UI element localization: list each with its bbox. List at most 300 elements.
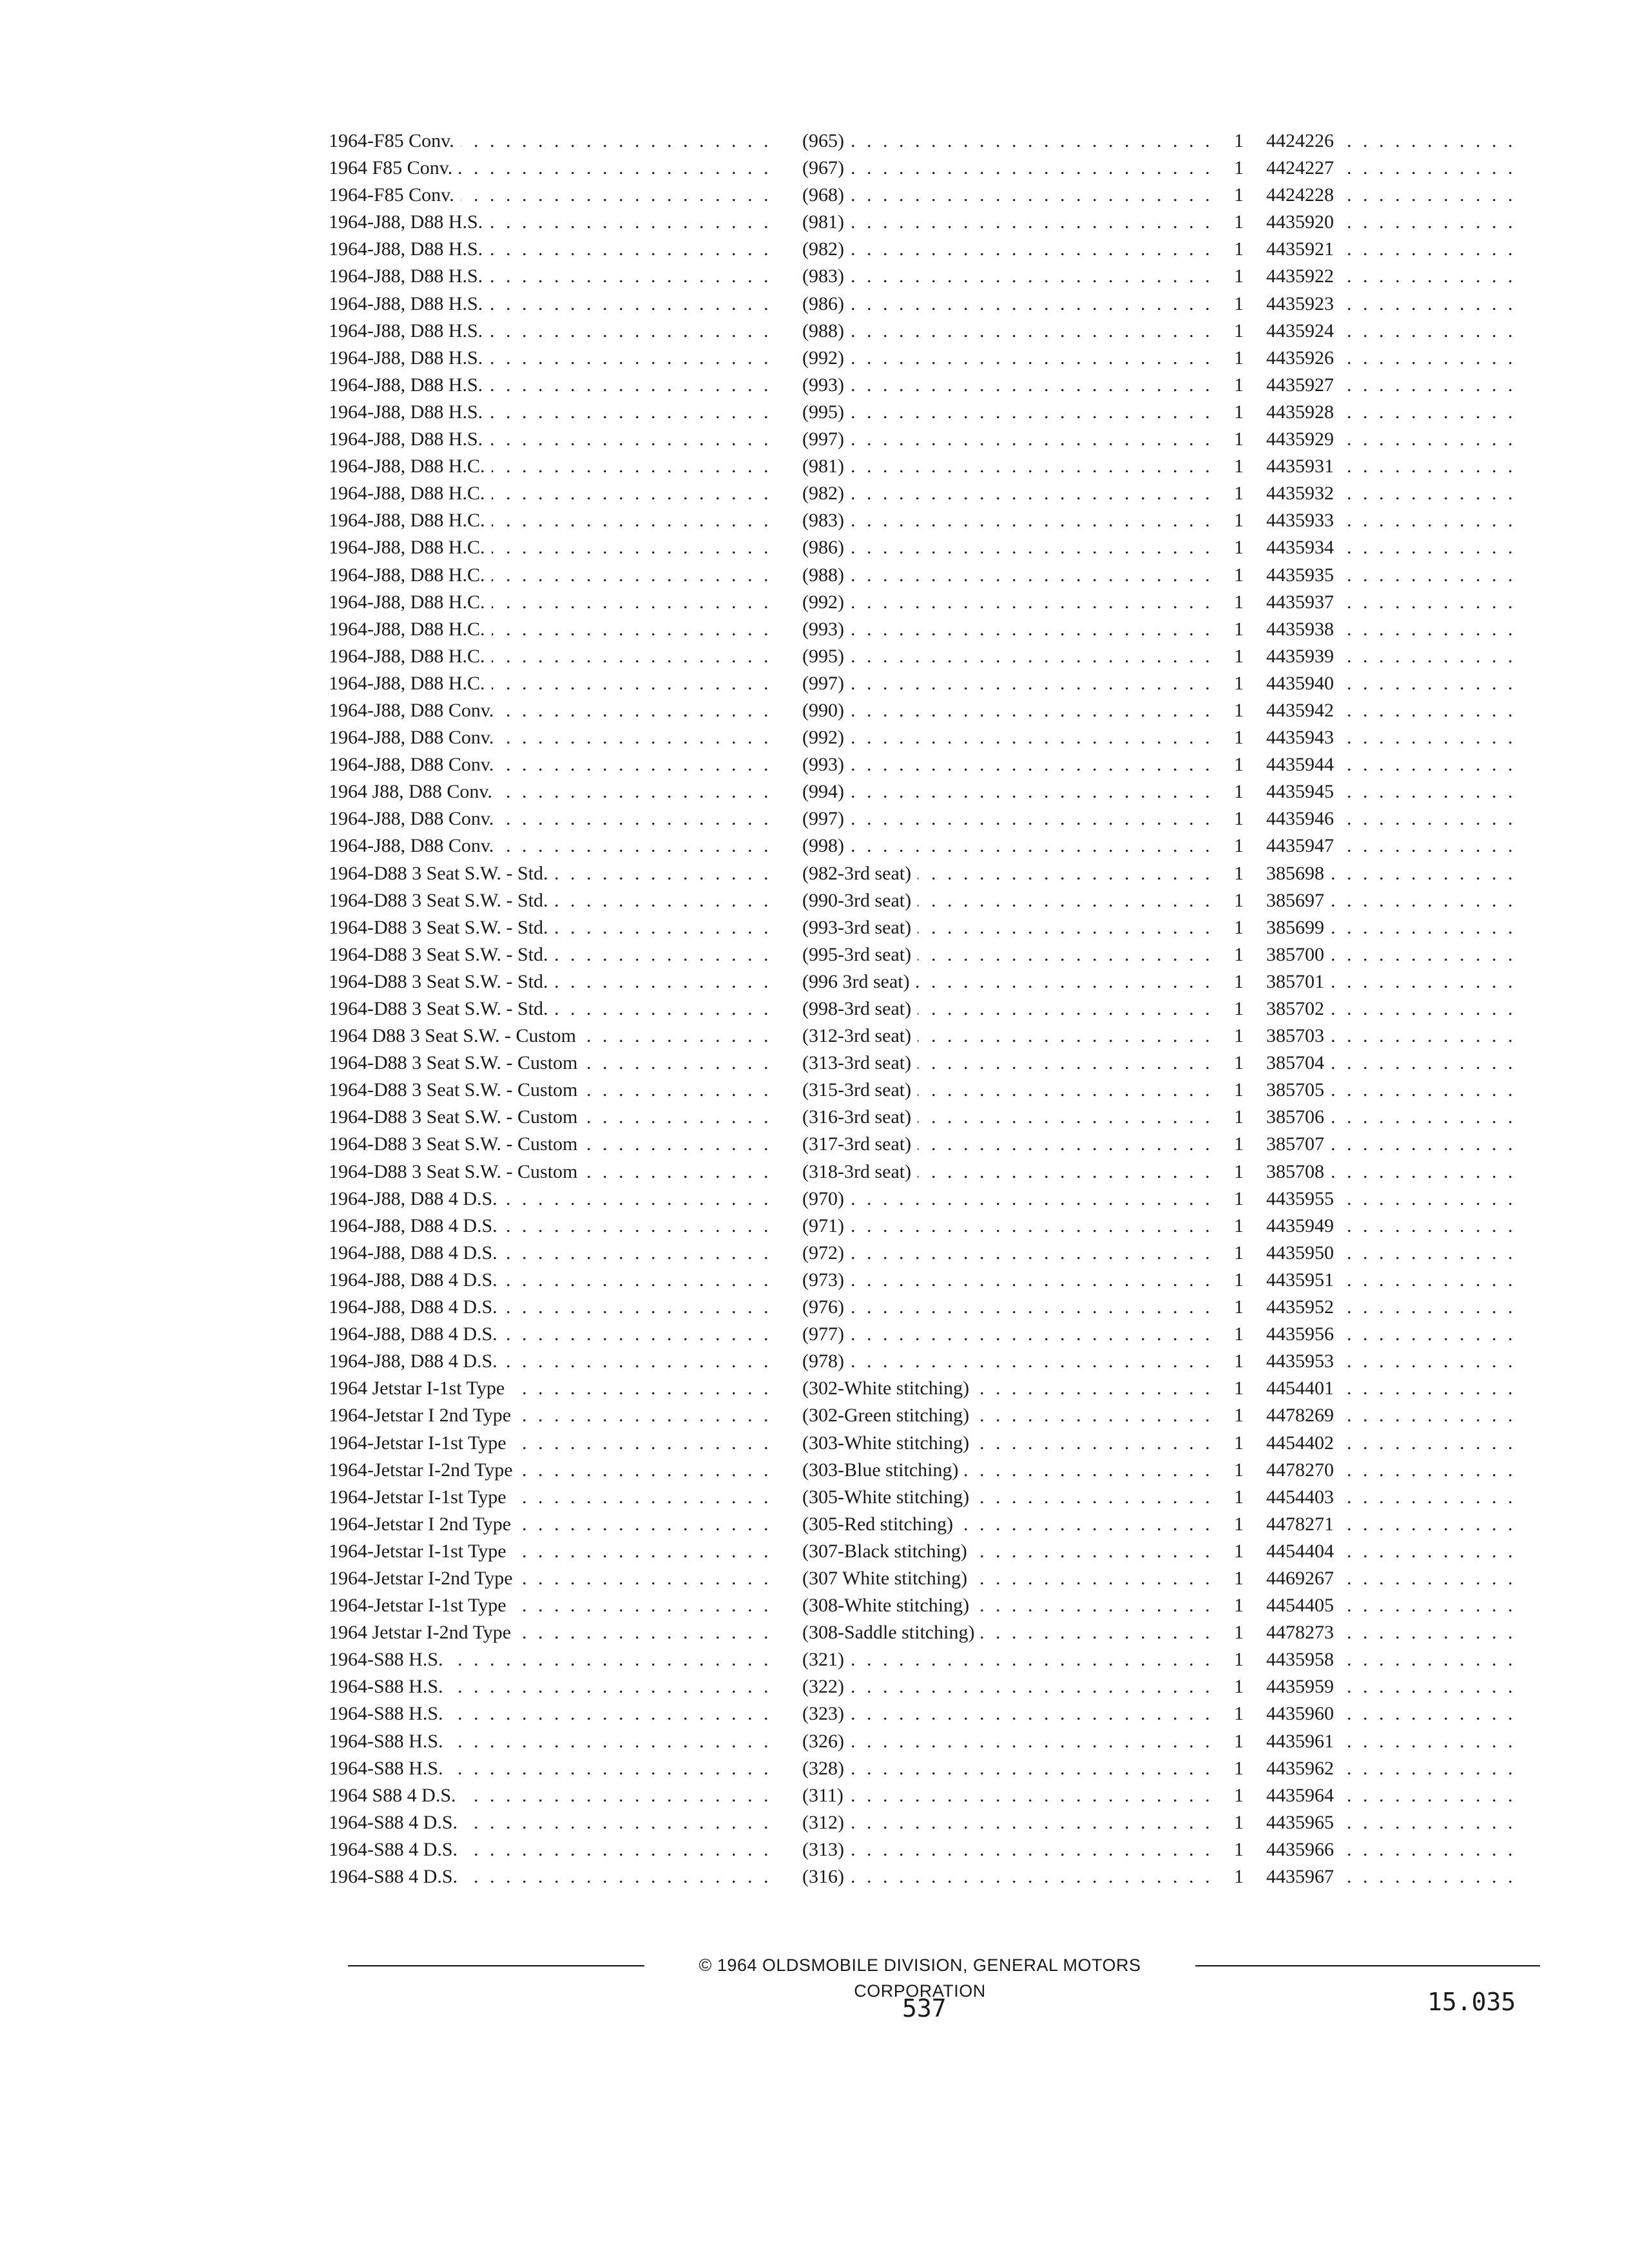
code-cell: (307-Black stitching) <box>802 1538 974 1565</box>
model-cell: 1964-J88, D88 H.C. <box>329 616 492 643</box>
quantity-cell: 1 <box>1234 1430 1250 1457</box>
part-number-cell: 4435944 <box>1266 751 1340 778</box>
code-cell: (316-3rd seat) <box>802 1104 918 1131</box>
model-cell: 1964-D88 3 Seat S.W. - Custom <box>329 1104 584 1131</box>
model-cell: 1964-J88, D88 H.C. <box>329 562 492 589</box>
model-cell: 1964-J88, D88 Conv. <box>329 751 500 778</box>
code-cell: (307 White stitching) <box>802 1565 974 1592</box>
part-number-cell: 4478270 <box>1266 1457 1340 1484</box>
code-cell: (973) <box>802 1267 851 1294</box>
leader-dots <box>802 1240 1215 1267</box>
table-row <box>329 1728 1527 1755</box>
model-cell: 1964-J88, D88 H.C. <box>329 507 492 534</box>
leader-dots <box>802 643 1215 670</box>
table-row <box>329 507 1527 534</box>
table-row <box>329 128 1527 155</box>
part-number-cell: 385707 <box>1266 1131 1331 1158</box>
model-cell: 1964-D88 3 Seat S.W. - Custom <box>329 1077 584 1104</box>
table-row <box>329 805 1527 832</box>
code-cell: (998) <box>802 832 851 860</box>
quantity-cell: 1 <box>1234 291 1250 318</box>
part-number-cell: 4435956 <box>1266 1321 1340 1348</box>
quantity-cell: 1 <box>1234 399 1250 426</box>
leader-dots <box>802 318 1215 345</box>
code-cell: (995-3rd seat) <box>802 941 918 968</box>
table-row <box>329 1565 1527 1592</box>
part-number-cell: 4435938 <box>1266 616 1340 643</box>
table-row <box>329 1511 1527 1538</box>
model-cell: 1964 Jetstar I-1st Type <box>329 1375 511 1402</box>
table-row <box>329 1267 1527 1294</box>
quantity-cell: 1 <box>1234 887 1250 914</box>
model-cell: 1964-J88, D88 H.C. <box>329 534 492 561</box>
table-row <box>329 1538 1527 1565</box>
part-number-cell: 4478271 <box>1266 1511 1340 1538</box>
part-number-cell: 4435952 <box>1266 1294 1340 1321</box>
table-row <box>329 1348 1527 1375</box>
part-number-cell: 4435946 <box>1266 805 1340 832</box>
model-cell: 1964-J88, D88 4 D.S. <box>329 1321 504 1348</box>
code-cell: (967) <box>802 155 851 182</box>
table-row <box>329 155 1527 182</box>
code-cell: (328) <box>802 1755 851 1782</box>
quantity-cell: 1 <box>1234 1646 1250 1673</box>
quantity-cell: 1 <box>1234 1294 1250 1321</box>
code-cell: (983) <box>802 263 851 290</box>
quantity-cell: 1 <box>1234 860 1250 887</box>
part-number-cell: 4435950 <box>1266 1240 1340 1267</box>
footer <box>348 1952 1540 2001</box>
code-cell: (972) <box>802 1240 851 1267</box>
table-row <box>329 616 1527 643</box>
code-cell: (323) <box>802 1700 851 1727</box>
leader-dots <box>802 589 1215 616</box>
leader-dots <box>802 1700 1215 1727</box>
table-row <box>329 1023 1527 1050</box>
quantity-cell: 1 <box>1234 805 1250 832</box>
table-row <box>329 263 1527 290</box>
part-number-cell: 4435965 <box>1266 1809 1340 1836</box>
part-number-cell: 385701 <box>1266 968 1331 995</box>
part-number-cell: 4435920 <box>1266 209 1340 236</box>
code-cell: (997) <box>802 426 851 453</box>
quantity-cell: 1 <box>1234 236 1250 263</box>
model-cell: 1964-S88 4 D.S. <box>329 1863 464 1890</box>
model-cell: 1964-J88, D88 H.C. <box>329 643 492 670</box>
code-cell: (997) <box>802 805 851 832</box>
model-cell: 1964-J88, D88 4 D.S. <box>329 1240 504 1267</box>
model-cell: 1964-J88, D88 4 D.S. <box>329 1213 504 1240</box>
table-row <box>329 832 1527 860</box>
table-row <box>329 236 1527 263</box>
code-cell: (316) <box>802 1863 851 1890</box>
leader-dots <box>802 209 1215 236</box>
model-cell: 1964-D88 3 Seat S.W. - Custom <box>329 1050 584 1077</box>
model-cell: 1964-J88, D88 H.S. <box>329 318 489 345</box>
leader-dots <box>802 155 1215 182</box>
model-cell: 1964-D88 3 Seat S.W. - Std. <box>329 968 555 995</box>
table-row <box>329 995 1527 1023</box>
code-cell: (992) <box>802 345 851 372</box>
table-row <box>329 1836 1527 1863</box>
quantity-cell: 1 <box>1234 1836 1250 1863</box>
part-number-cell: 4435927 <box>1266 372 1340 399</box>
leader-dots <box>802 616 1215 643</box>
quantity-cell: 1 <box>1234 1673 1250 1700</box>
table-row <box>329 1430 1527 1457</box>
leader-dots <box>802 697 1215 724</box>
part-number-cell: 4435935 <box>1266 562 1340 589</box>
quantity-cell: 1 <box>1234 778 1250 805</box>
table-row <box>329 1104 1527 1131</box>
quantity-cell: 1 <box>1234 1565 1250 1592</box>
leader-dots <box>802 1267 1215 1294</box>
quantity-cell: 1 <box>1234 1050 1250 1077</box>
code-cell: (311) <box>802 1782 850 1809</box>
leader-dots <box>802 426 1215 453</box>
table-row <box>329 1240 1527 1267</box>
quantity-cell: 1 <box>1234 724 1250 751</box>
leader-dots <box>802 345 1215 372</box>
model-cell: 1964-Jetstar I-2nd Type <box>329 1565 519 1592</box>
quantity-cell: 1 <box>1234 589 1250 616</box>
part-number-cell: 385708 <box>1266 1158 1331 1186</box>
part-number-cell: 4454404 <box>1266 1538 1340 1565</box>
quantity-cell: 1 <box>1234 562 1250 589</box>
part-number-cell: 4424228 <box>1266 182 1340 209</box>
quantity-cell: 1 <box>1234 1240 1250 1267</box>
code-cell: (308-White stitching) <box>802 1592 976 1619</box>
leader-dots <box>802 1646 1215 1673</box>
table-row <box>329 426 1527 453</box>
table-row <box>329 345 1527 372</box>
code-cell: (976) <box>802 1294 851 1321</box>
quantity-cell: 1 <box>1234 155 1250 182</box>
part-number-cell: 4435947 <box>1266 832 1340 860</box>
quantity-cell: 1 <box>1234 968 1250 995</box>
code-cell: (986) <box>802 534 851 561</box>
part-number-cell: 4435960 <box>1266 1700 1340 1727</box>
part-number-cell: 4435922 <box>1266 263 1340 290</box>
table-row <box>329 534 1527 561</box>
table-row <box>329 1131 1527 1158</box>
table-row <box>329 941 1527 968</box>
table-row <box>329 697 1527 724</box>
quantity-cell: 1 <box>1234 914 1250 941</box>
table-row <box>329 1755 1527 1782</box>
model-cell: 1964-J88, D88 H.C. <box>329 453 492 480</box>
quantity-cell: 1 <box>1234 643 1250 670</box>
part-number-cell: 4435940 <box>1266 670 1340 697</box>
leader-dots <box>802 399 1215 426</box>
quantity-cell: 1 <box>1234 507 1250 534</box>
part-number-cell: 4435967 <box>1266 1863 1340 1890</box>
parts-list <box>329 128 1527 1890</box>
leader-dots <box>802 182 1215 209</box>
model-cell: 1964-S88 H.S. <box>329 1700 450 1727</box>
table-row <box>329 1294 1527 1321</box>
quantity-cell: 1 <box>1234 1402 1250 1429</box>
model-cell: 1964 Jetstar I-2nd Type <box>329 1619 517 1646</box>
table-row <box>329 751 1527 778</box>
quantity-cell: 1 <box>1234 1348 1250 1375</box>
part-number-cell: 4435926 <box>1266 345 1340 372</box>
code-cell: (982) <box>802 236 851 263</box>
code-cell: (303-Blue stitching) <box>802 1457 965 1484</box>
table-row <box>329 643 1527 670</box>
leader-dots <box>802 1348 1215 1375</box>
part-number-cell: 4435945 <box>1266 778 1340 805</box>
part-number-cell: 4469267 <box>1266 1565 1340 1592</box>
part-number-cell: 385698 <box>1266 860 1331 887</box>
part-number-cell: 4435942 <box>1266 697 1340 724</box>
quantity-cell: 1 <box>1234 1213 1250 1240</box>
quantity-cell: 1 <box>1234 534 1250 561</box>
table-row <box>329 453 1527 480</box>
model-cell: 1964-J88, D88 H.S. <box>329 399 489 426</box>
footer-rule-right <box>1195 1965 1540 1966</box>
leader-dots <box>802 236 1215 263</box>
code-cell: (313-3rd seat) <box>802 1050 918 1077</box>
model-cell: 1964 S88 4 D.S. <box>329 1782 463 1809</box>
part-number-cell: 4435931 <box>1266 453 1340 480</box>
model-cell: 1964-J88, D88 4 D.S. <box>329 1294 504 1321</box>
quantity-cell: 1 <box>1234 1023 1250 1050</box>
leader-dots <box>802 1755 1215 1782</box>
quantity-cell: 1 <box>1234 182 1250 209</box>
code-cell: (305-Red stitching) <box>802 1511 959 1538</box>
model-cell: 1964-D88 3 Seat S.W. - Std. <box>329 995 555 1023</box>
part-number-cell: 4424226 <box>1266 128 1340 155</box>
table-row <box>329 724 1527 751</box>
model-cell: 1964-D88 3 Seat S.W. - Std. <box>329 941 555 968</box>
model-cell: 1964-S88 H.S. <box>329 1673 450 1700</box>
part-number-cell: 4454403 <box>1266 1484 1340 1511</box>
table-row <box>329 318 1527 345</box>
leader-dots <box>802 291 1215 318</box>
code-cell: (995) <box>802 399 851 426</box>
model-cell: 1964-D88 3 Seat S.W. - Std. <box>329 887 555 914</box>
table-row <box>329 291 1527 318</box>
part-number-cell: 385697 <box>1266 887 1331 914</box>
leader-dots <box>802 1213 1215 1240</box>
table-row <box>329 1700 1527 1727</box>
table-row <box>329 1646 1527 1673</box>
quantity-cell: 1 <box>1234 1511 1250 1538</box>
quantity-cell: 1 <box>1234 832 1250 860</box>
quantity-cell: 1 <box>1234 209 1250 236</box>
model-cell: 1964 J88, D88 Conv. <box>329 778 499 805</box>
table-row <box>329 1809 1527 1836</box>
code-cell: (990-3rd seat) <box>802 887 918 914</box>
leader-dots <box>802 372 1215 399</box>
model-cell: 1964-Jetstar I 2nd Type <box>329 1402 517 1429</box>
table-row <box>329 372 1527 399</box>
quantity-cell: 1 <box>1234 426 1250 453</box>
model-cell: 1964-S88 H.S. <box>329 1728 450 1755</box>
leader-dots <box>802 1321 1215 1348</box>
model-cell: 1964-J88, D88 H.S. <box>329 209 489 236</box>
code-cell: (994) <box>802 778 851 805</box>
model-cell: 1964-F85 Conv. <box>329 182 461 209</box>
code-cell: (981) <box>802 453 851 480</box>
part-number-cell: 4435937 <box>1266 589 1340 616</box>
model-cell: 1964-J88, D88 H.S. <box>329 236 489 263</box>
model-cell: 1964-J88, D88 4 D.S. <box>329 1348 504 1375</box>
model-cell: 1964-D88 3 Seat S.W. - Custom <box>329 1158 584 1186</box>
model-cell: 1964-J88, D88 H.S. <box>329 345 489 372</box>
model-cell: 1964-J88, D88 H.S. <box>329 263 489 290</box>
leader-dots <box>802 1836 1215 1863</box>
part-number-cell: 4435932 <box>1266 480 1340 507</box>
part-number-cell: 4435959 <box>1266 1673 1340 1700</box>
quantity-cell: 1 <box>1234 480 1250 507</box>
part-number-cell: 4454405 <box>1266 1592 1340 1619</box>
table-row <box>329 1321 1527 1348</box>
code-cell: (977) <box>802 1321 851 1348</box>
code-cell: (303-White stitching) <box>802 1430 976 1457</box>
model-cell: 1964-J88, D88 Conv. <box>329 805 500 832</box>
section-number: 15.035 <box>1427 1988 1516 2016</box>
quantity-cell: 1 <box>1234 616 1250 643</box>
quantity-cell: 1 <box>1234 453 1250 480</box>
part-number-cell: 4435961 <box>1266 1728 1340 1755</box>
code-cell: (996 3rd seat) <box>802 968 916 995</box>
leader-dots <box>802 751 1215 778</box>
part-number-cell: 4435943 <box>1266 724 1340 751</box>
code-cell: (965) <box>802 128 851 155</box>
model-cell: 1964-J88, D88 H.C. <box>329 480 492 507</box>
table-row <box>329 1782 1527 1809</box>
model-cell: 1964-Jetstar I-1st Type <box>329 1484 513 1511</box>
leader-dots <box>802 1294 1215 1321</box>
footer-rule-left <box>348 1965 644 1966</box>
table-row <box>329 778 1527 805</box>
part-number-cell: 4454401 <box>1266 1375 1340 1402</box>
part-number-cell: 4435964 <box>1266 1782 1340 1809</box>
quantity-cell: 1 <box>1234 372 1250 399</box>
model-cell: 1964-J88, D88 Conv. <box>329 724 500 751</box>
table-row <box>329 1158 1527 1186</box>
code-cell: (993-3rd seat) <box>802 914 918 941</box>
code-cell: (326) <box>802 1728 851 1755</box>
part-number-cell: 4435955 <box>1266 1186 1340 1213</box>
quantity-cell: 1 <box>1234 1782 1250 1809</box>
quantity-cell: 1 <box>1234 995 1250 1023</box>
table-row <box>329 914 1527 941</box>
code-cell: (971) <box>802 1213 851 1240</box>
code-cell: (983) <box>802 507 851 534</box>
part-number-cell: 4435939 <box>1266 643 1340 670</box>
model-cell: 1964-S88 4 D.S. <box>329 1836 464 1863</box>
part-number-cell: 385702 <box>1266 995 1331 1023</box>
table-row <box>329 1375 1527 1402</box>
table-row <box>329 1484 1527 1511</box>
quantity-cell: 1 <box>1234 1321 1250 1348</box>
table-row <box>329 1619 1527 1646</box>
part-number-cell: 4435934 <box>1266 534 1340 561</box>
code-cell: (970) <box>802 1186 851 1213</box>
quantity-cell: 1 <box>1234 128 1250 155</box>
quantity-cell: 1 <box>1234 1077 1250 1104</box>
table-row <box>329 1673 1527 1700</box>
model-cell: 1964 F85 Conv. <box>329 155 459 182</box>
model-cell: 1964-F85 Conv. <box>329 128 461 155</box>
quantity-cell: 1 <box>1234 263 1250 290</box>
quantity-cell: 1 <box>1234 697 1250 724</box>
quantity-cell: 1 <box>1234 1728 1250 1755</box>
model-cell: 1964-S88 H.S. <box>329 1755 450 1782</box>
table-row <box>329 589 1527 616</box>
part-number-cell: 4435951 <box>1266 1267 1340 1294</box>
code-cell: (981) <box>802 209 851 236</box>
model-cell: 1964-J88, D88 Conv. <box>329 697 500 724</box>
code-cell: (997) <box>802 670 851 697</box>
leader-dots <box>802 263 1215 290</box>
part-number-cell: 4435966 <box>1266 1836 1340 1863</box>
quantity-cell: 1 <box>1234 1484 1250 1511</box>
model-cell: 1964-J88, D88 H.S. <box>329 291 489 318</box>
model-cell: 1964-J88, D88 H.S. <box>329 372 489 399</box>
code-cell: (302-Green stitching) <box>802 1402 976 1429</box>
code-cell: (993) <box>802 372 851 399</box>
part-number-cell: 4435928 <box>1266 399 1340 426</box>
table-row <box>329 1077 1527 1104</box>
code-cell: (318-3rd seat) <box>802 1158 918 1186</box>
quantity-cell: 1 <box>1234 941 1250 968</box>
model-cell: 1964-S88 4 D.S. <box>329 1809 464 1836</box>
code-cell: (313) <box>802 1836 851 1863</box>
leader-dots <box>802 1782 1215 1809</box>
part-number-cell: 4435933 <box>1266 507 1340 534</box>
leader-dots <box>802 562 1215 589</box>
part-number-cell: 385700 <box>1266 941 1331 968</box>
quantity-cell: 1 <box>1234 1104 1250 1131</box>
leader-dots <box>802 1728 1215 1755</box>
quantity-cell: 1 <box>1234 1375 1250 1402</box>
quantity-cell: 1 <box>1234 1267 1250 1294</box>
leader-dots <box>802 534 1215 561</box>
part-number-cell: 4454402 <box>1266 1430 1340 1457</box>
model-cell: 1964-D88 3 Seat S.W. - Custom <box>329 1131 584 1158</box>
model-cell: 1964-Jetstar I-1st Type <box>329 1592 513 1619</box>
table-row <box>329 182 1527 209</box>
code-cell: (995) <box>802 643 851 670</box>
table-row <box>329 562 1527 589</box>
code-cell: (312-3rd seat) <box>802 1023 918 1050</box>
quantity-cell: 1 <box>1234 1863 1250 1890</box>
code-cell: (998-3rd seat) <box>802 995 918 1023</box>
part-number-cell: 385705 <box>1266 1077 1331 1104</box>
quantity-cell: 1 <box>1234 345 1250 372</box>
part-number-cell: 4478273 <box>1266 1619 1340 1646</box>
code-cell: (302-White stitching) <box>802 1375 976 1402</box>
code-cell: (988) <box>802 562 851 589</box>
quantity-cell: 1 <box>1234 1619 1250 1646</box>
table-row <box>329 1402 1527 1429</box>
code-cell: (317-3rd seat) <box>802 1131 918 1158</box>
quantity-cell: 1 <box>1234 1158 1250 1186</box>
code-cell: (315-3rd seat) <box>802 1077 918 1104</box>
model-cell: 1964-Jetstar I-1st Type <box>329 1430 513 1457</box>
table-row <box>329 968 1527 995</box>
part-number-cell: 4435924 <box>1266 318 1340 345</box>
leader-dots <box>802 724 1215 751</box>
model-cell: 1964-D88 3 Seat S.W. - Std. <box>329 914 555 941</box>
part-number-cell: 385704 <box>1266 1050 1331 1077</box>
leader-dots <box>802 832 1215 860</box>
leader-dots <box>802 453 1215 480</box>
